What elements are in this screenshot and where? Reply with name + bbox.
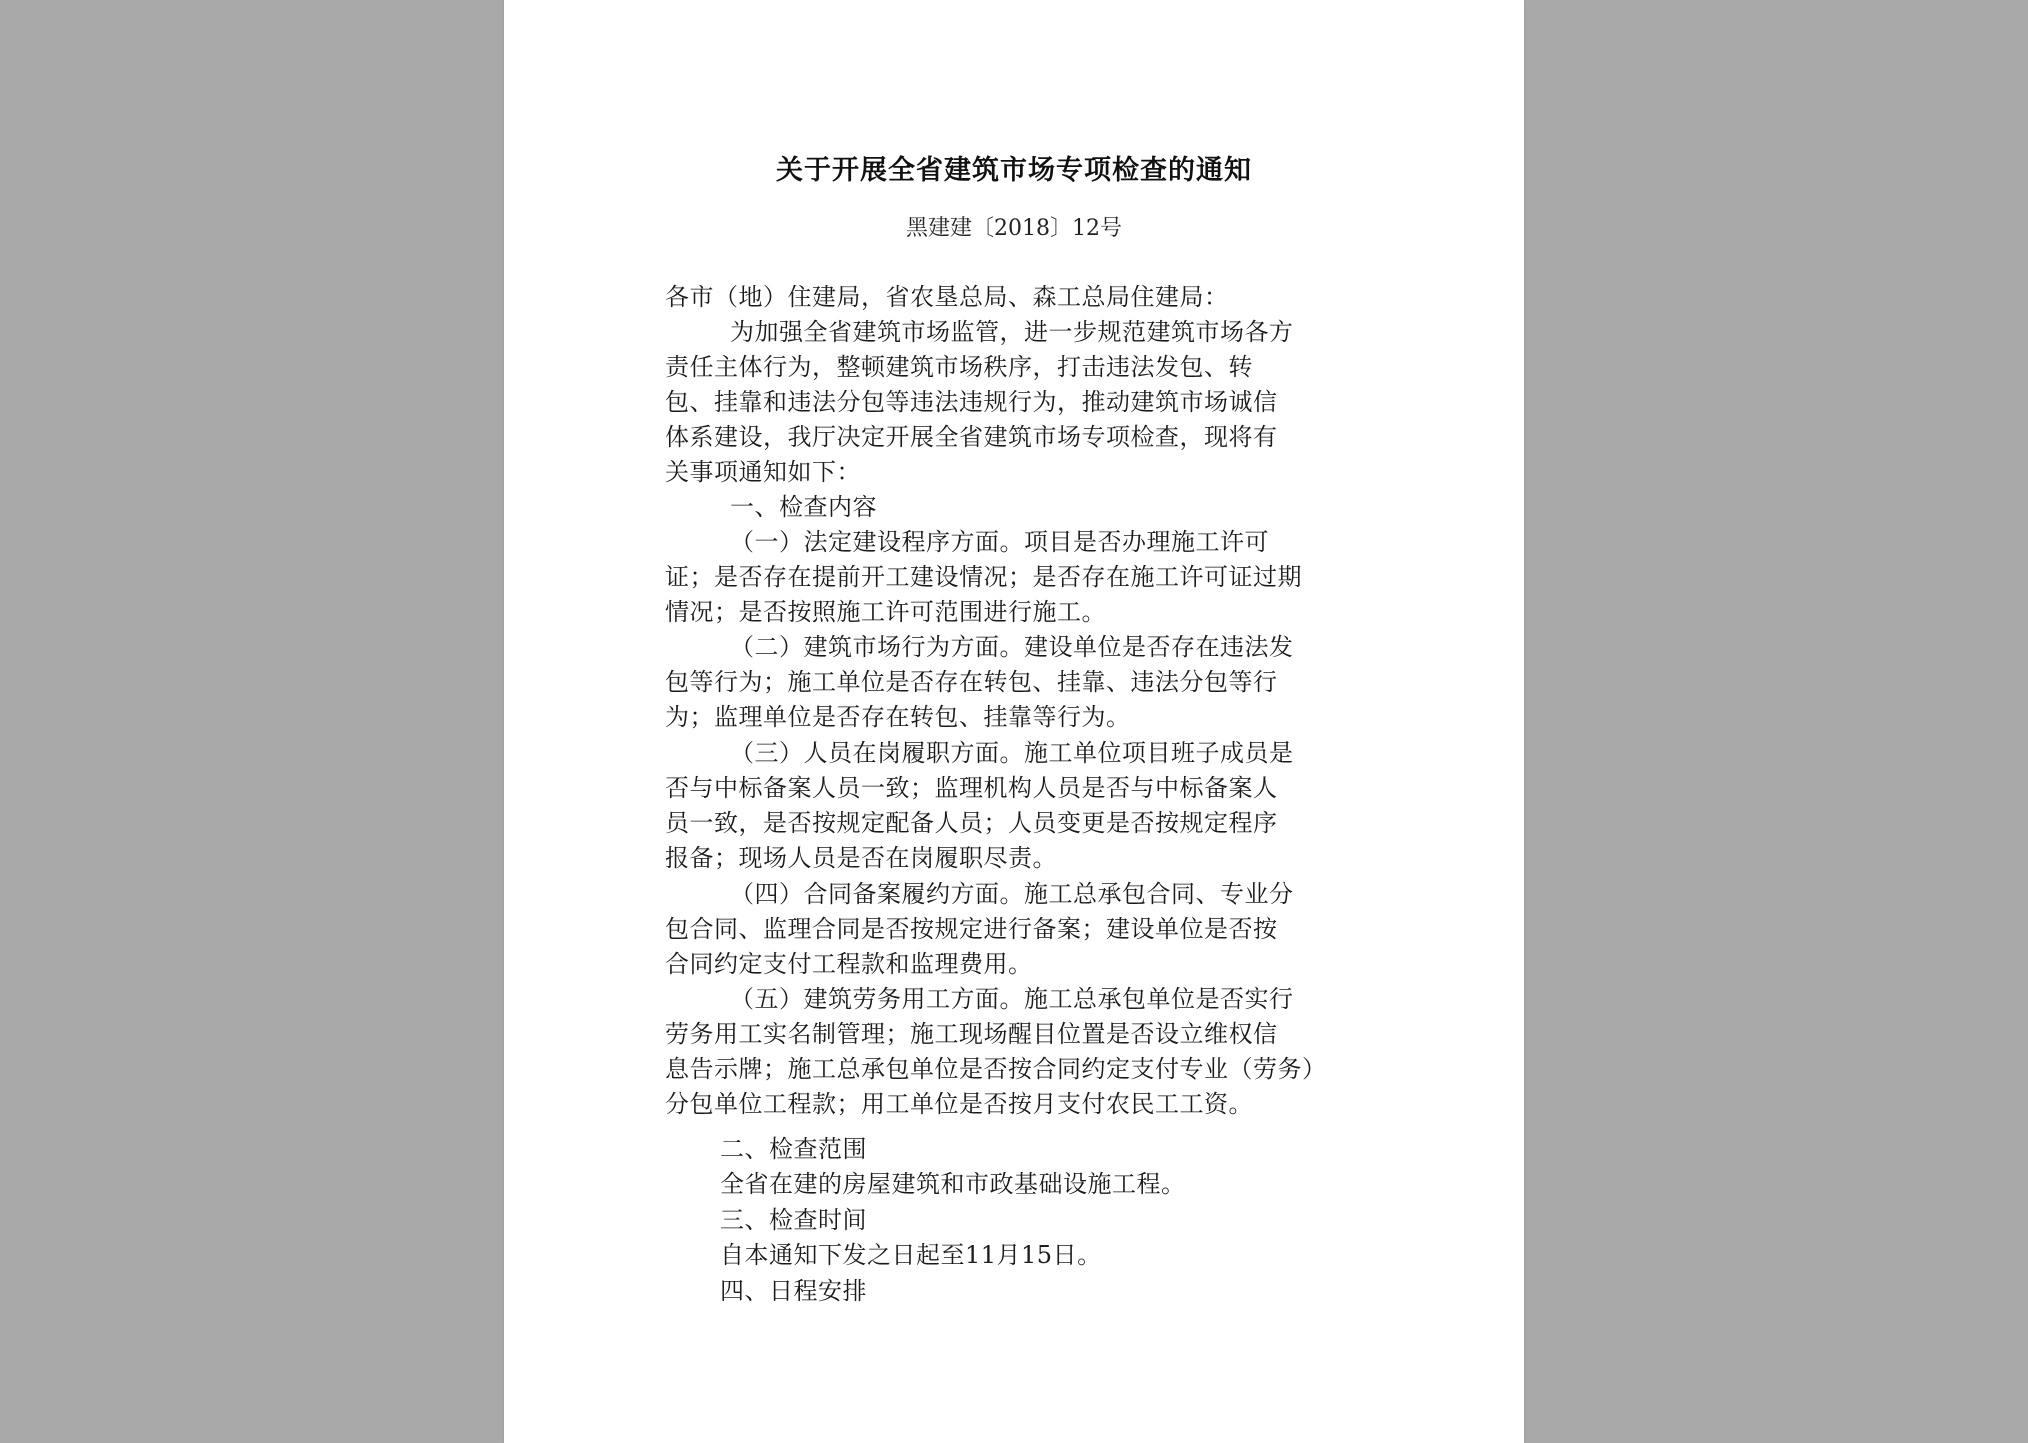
paragraph-line: 包合同、监理合同是否按规定进行备案；建设单位是否按 [665, 915, 1278, 943]
paragraph-line: （三）人员在岗履职方面。施工单位项目班子成员是 [730, 739, 1294, 767]
paragraph-line: 体系建设，我厅决定开展全省建筑市场专项检查，现将有 [665, 423, 1278, 451]
paragraph-line: （五）建筑劳务用工方面。施工总承包单位是否实行 [730, 985, 1294, 1013]
paragraph-line: 全省在建的房屋建筑和市政基础设施工程。 [720, 1170, 1186, 1198]
addressee-line: 各市（地）住建局，省农垦总局、森工总局住建局： [665, 283, 1229, 311]
document-title: 关于开展全省建筑市场专项检查的通知 [776, 155, 1252, 186]
paragraph-line: 分包单位工程款；用工单位是否按月支付农民工工资。 [665, 1090, 1253, 1118]
paragraph-line: 为加强全省建筑市场监管，进一步规范建筑市场各方 [730, 318, 1294, 346]
paragraph-line: 员一致，是否按规定配备人员；人员变更是否按规定程序 [665, 809, 1278, 837]
paragraph-line: （一）法定建设程序方面。项目是否办理施工许可 [730, 528, 1269, 556]
paragraph-line: 包、挂靠和违法分包等违法违规行为，推动建筑市场诚信 [665, 388, 1278, 416]
paragraph-line: 息告示牌；施工总承包单位是否按合同约定支付专业（劳务） [665, 1055, 1327, 1083]
document-page [504, 0, 1524, 1443]
paragraph-line: （四）合同备案履约方面。施工总承包合同、专业分 [730, 880, 1294, 908]
paragraph-line: 自本通知下发之日起至11月15日。 [720, 1241, 1102, 1269]
document-number: 黑建建〔2018〕12号 [906, 216, 1122, 241]
section-heading: 四、日程安排 [720, 1277, 867, 1305]
section-heading: 二、检查范围 [720, 1135, 867, 1163]
section-heading: 一、检查内容 [730, 493, 877, 521]
paragraph-line: 证；是否存在提前开工建设情况；是否存在施工许可证过期 [665, 563, 1302, 591]
paragraph-line: （二）建筑市场行为方面。建设单位是否存在违法发 [730, 633, 1294, 661]
paragraph-line: 包等行为；施工单位是否存在转包、挂靠、违法分包等行 [665, 668, 1278, 696]
paragraph-line: 情况；是否按照施工许可范围进行施工。 [665, 598, 1106, 626]
paragraph-line: 否与中标备案人员一致；监理机构人员是否与中标备案人 [665, 774, 1278, 802]
paragraph-line: 为；监理单位是否存在转包、挂靠等行为。 [665, 703, 1131, 731]
paragraph-line: 报备；现场人员是否在岗履职尽责。 [665, 844, 1057, 872]
section-heading: 三、检查时间 [720, 1206, 867, 1234]
paragraph-line: 合同约定支付工程款和监理费用。 [665, 950, 1033, 978]
paragraph-line: 关事项通知如下： [665, 458, 861, 486]
paragraph-line: 劳务用工实名制管理；施工现场醒目位置是否设立维权信 [665, 1020, 1278, 1048]
paragraph-line: 责任主体行为，整顿建筑市场秩序，打击违法发包、转 [665, 353, 1253, 381]
